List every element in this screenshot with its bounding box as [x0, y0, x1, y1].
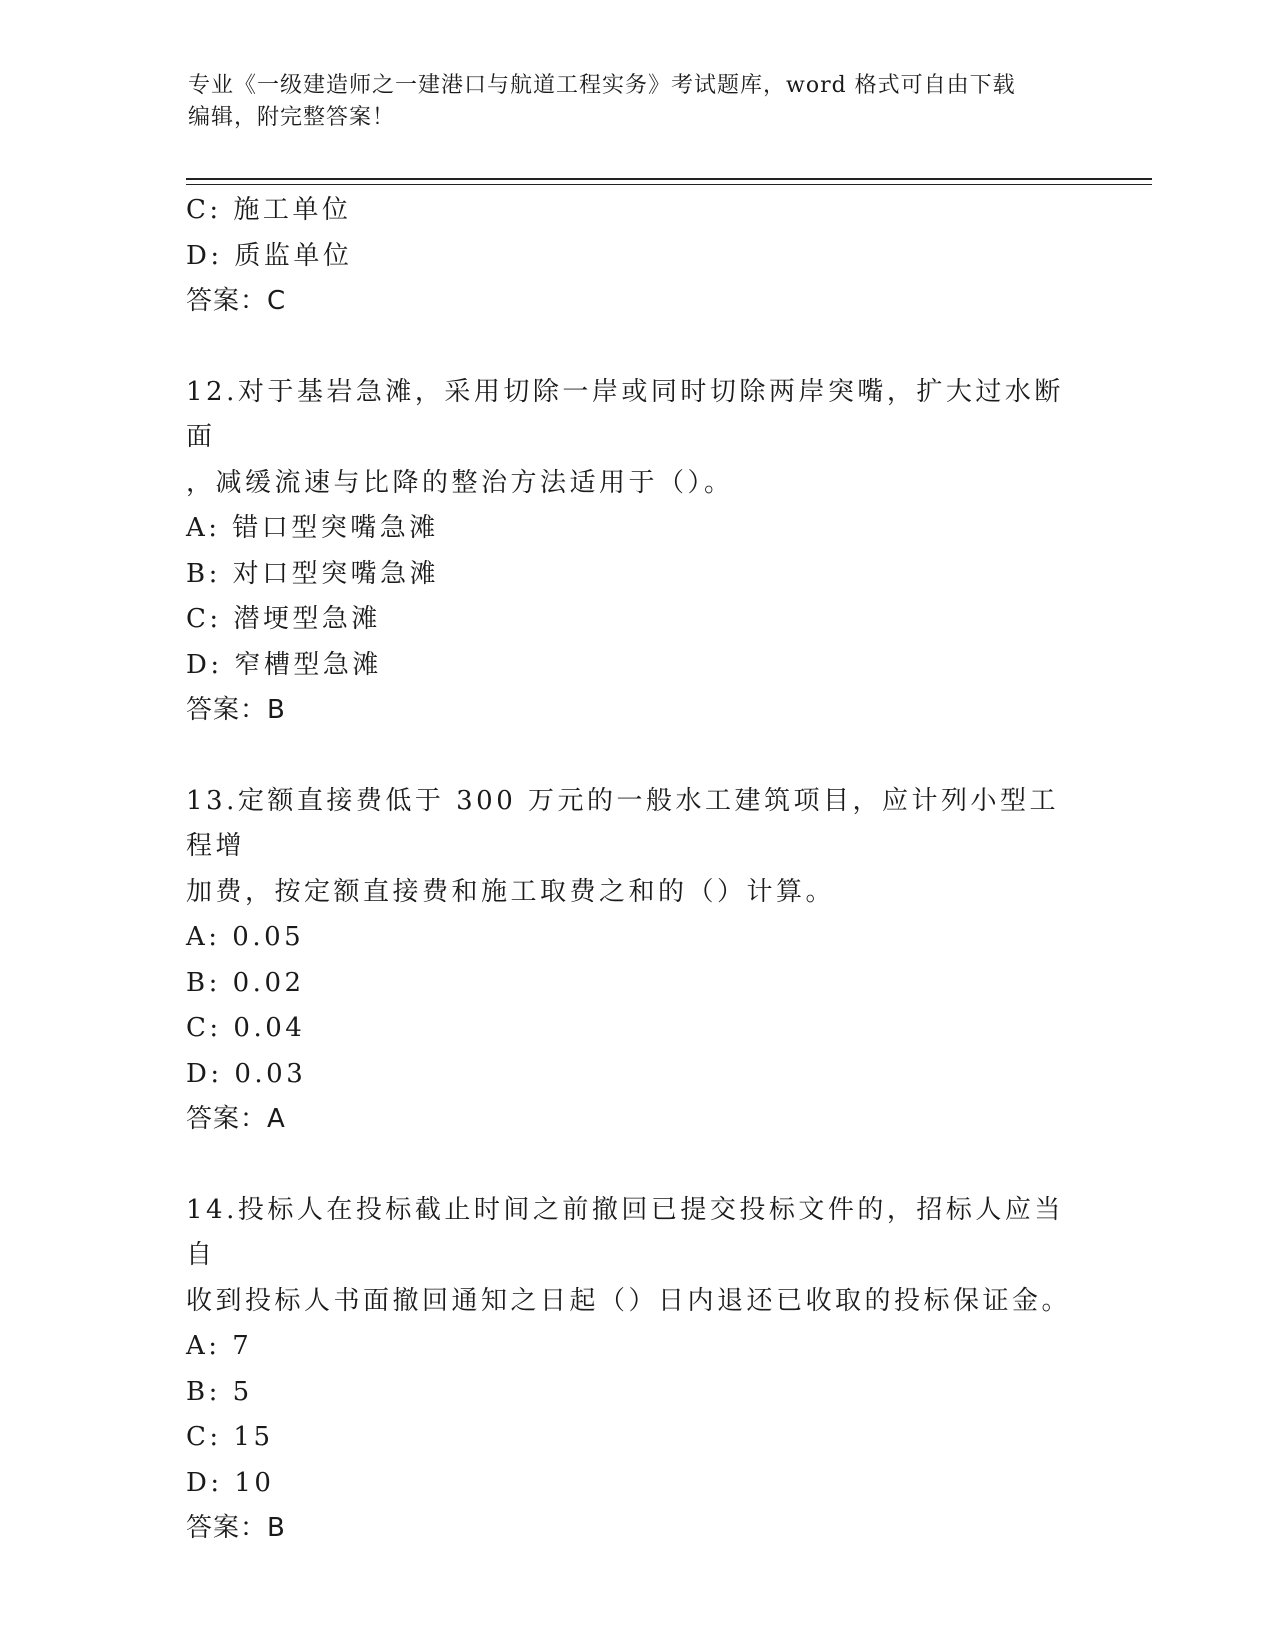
option-b: B: 5: [186, 1376, 253, 1407]
header-line-2: 编辑，附完整答案！: [188, 105, 396, 130]
option-d: D: 窄槽型急滩: [186, 649, 382, 680]
question-stem-line-2: 加费，按定额直接费和施工取费之和的（）计算。: [186, 876, 836, 907]
option-b: B: 0.02: [186, 967, 305, 998]
option-a: A: 7: [186, 1331, 253, 1361]
question-stem-line-1: 13.定额直接费低于 300 万元的一般水工建筑项目，应计列小型工程增: [186, 785, 1060, 861]
header-rule-thick: [186, 178, 1152, 180]
question-stem-line-1: 14.投标人在投标截止时间之前撤回已提交投标文件的，招标人应当自: [186, 1194, 1064, 1270]
option-d: D: 0.03: [186, 1058, 307, 1089]
option-c: C: 15: [186, 1422, 274, 1452]
spacer: [186, 1143, 1086, 1188]
question-13: [186, 779, 1086, 1143]
question-11: [186, 188, 1086, 325]
document-header: [188, 70, 1088, 134]
answer: 答案：B: [186, 1513, 286, 1543]
option-d: D: 10: [186, 1467, 275, 1498]
question-stem-line-2: ，减缓流速与比降的整治方法适用于（）。: [186, 467, 734, 498]
spacer: [186, 734, 1086, 779]
option-a: A: 0.05: [186, 922, 305, 952]
question-list: [186, 188, 1086, 1552]
header-rule-thin: [186, 184, 1152, 185]
option-b: B: 对口型突嘴急滩: [186, 558, 440, 589]
option-d: D: 质监单位: [186, 240, 353, 271]
answer: 答案：C: [186, 286, 287, 316]
question-stem-line-1: 12.对于基岩急滩，采用切除一岸或同时切除两岸突嘴，扩大过水断面: [186, 376, 1064, 452]
option-a: A: 错口型突嘴急滩: [186, 513, 439, 543]
question-14: [186, 1188, 1086, 1552]
question-stem-line-2: 收到投标人书面撤回通知之日起（）日内退还已收取的投标保证金。: [186, 1285, 1072, 1316]
question-12: [186, 370, 1086, 734]
answer: 答案：A: [186, 1104, 286, 1134]
answer: 答案：B: [186, 695, 286, 725]
option-c: C: 施工单位: [186, 195, 352, 225]
spacer: [186, 325, 1086, 370]
option-c: C: 0.04: [186, 1013, 306, 1043]
option-c: C: 潜埂型急滩: [186, 604, 381, 634]
header-line-1: 专业《一级建造师之一建港口与航道工程实务》考试题库，word 格式可自由下载: [188, 73, 1016, 98]
